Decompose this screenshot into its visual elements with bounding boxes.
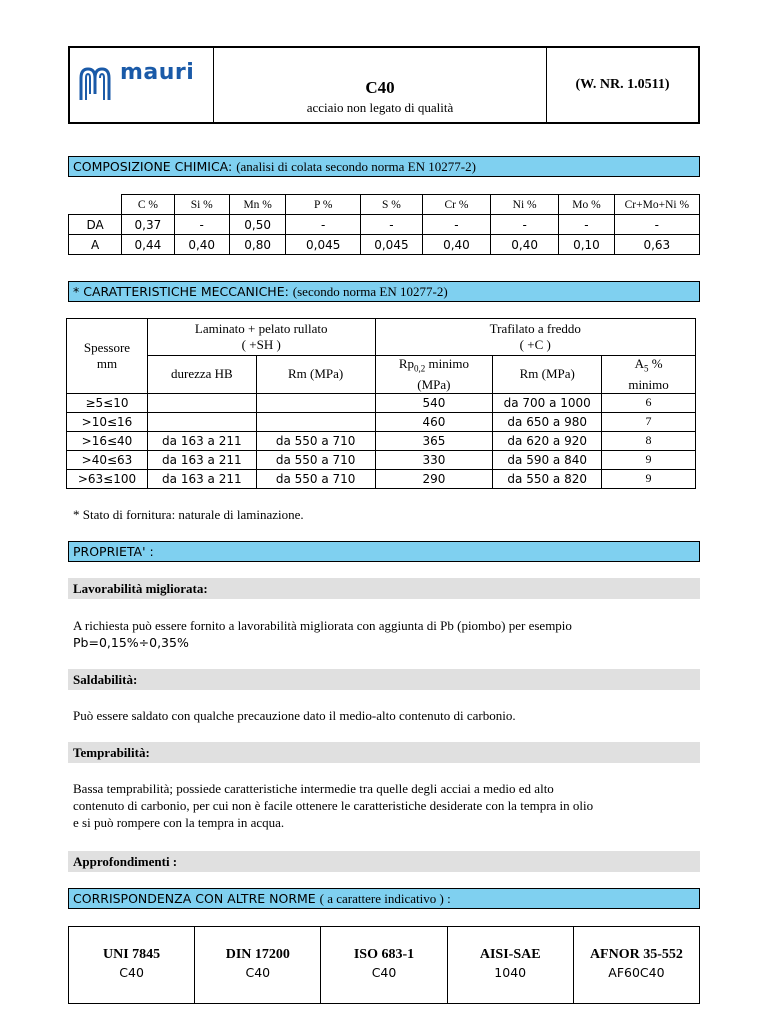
composition-table [68, 194, 700, 255]
hb-cell: da 163 a 211 [147, 450, 256, 469]
rolled-group-header [147, 319, 375, 356]
table-cell: 0,44 [122, 235, 174, 255]
mechanical-header-row-2 [67, 356, 696, 394]
mauri-logo-icon [76, 64, 116, 104]
table-cell: 0,80 [229, 235, 285, 255]
rp-symbol: Rp [398, 356, 415, 371]
empty-corner-cell [69, 195, 122, 215]
norms-table [68, 926, 700, 1004]
element-header: Ni % [491, 195, 559, 215]
rolled-group-line2: ( +SH ) [241, 337, 281, 352]
a-cell: 9 [602, 469, 696, 488]
machinability-heading: Lavorabilità migliorata: [68, 578, 700, 599]
table-cell: 0,40 [422, 235, 490, 255]
norm-cell-uni [69, 927, 195, 1003]
mechanical-header-row-1 [67, 319, 696, 356]
drawn-group-line2: ( +C ) [519, 337, 551, 352]
machinability-line: A richiesta può essere fornito a lavorabilità migliorata con aggiunta di Pb (piombo) per esempio [73, 618, 572, 633]
rp-subscript: 0,2 [414, 363, 426, 374]
thickness-unit: mm [96, 355, 118, 371]
table-row [67, 431, 696, 450]
norm-name: AISI-SAE [479, 947, 541, 962]
further-info-heading: Approfondimenti : [68, 851, 700, 872]
logo-wordmark: mauri [120, 60, 195, 85]
table-cell: 0,045 [361, 235, 423, 255]
a-minimum: minimo [628, 376, 669, 392]
hardness-header: durezza HB [147, 356, 256, 394]
table-cell: 0,10 [559, 235, 614, 255]
table-cell: 0,63 [614, 235, 699, 255]
norm-value: 1040 [494, 965, 527, 980]
rp-qualifier: minimo [425, 356, 469, 371]
thickness-header [67, 319, 148, 394]
norm-name: DIN 17200 [225, 947, 290, 962]
hardenability-text [73, 780, 593, 831]
correspondence-label: CORRISPONDENZA CON ALTRE NORME [73, 891, 316, 906]
thickness-cell: >63≤100 [67, 469, 148, 488]
mechanical-section-bar [68, 281, 700, 302]
element-header: P % [286, 195, 361, 215]
table-cell: - [614, 215, 699, 235]
table-cell: 0,045 [286, 235, 361, 255]
norm-value: C40 [371, 965, 397, 980]
thickness-cell: >40≤63 [67, 450, 148, 469]
norm-cell-afnor [574, 927, 699, 1003]
rolled-group-line1: Laminato + pelato rullato [194, 321, 328, 336]
hb-cell [147, 393, 256, 412]
rp-cell: 365 [375, 431, 493, 450]
a-cell: 6 [602, 393, 696, 412]
rp-header [375, 356, 493, 394]
norm-cell-iso [321, 927, 447, 1003]
rp-cell: 460 [375, 412, 493, 431]
norm-cell-aisi [448, 927, 574, 1003]
rm-drawn-cell: da 700 a 1000 [493, 393, 602, 412]
hb-cell: da 163 a 211 [147, 469, 256, 488]
norm-name: AFNOR 35-552 [589, 947, 683, 962]
elongation-header [602, 356, 696, 394]
thickness-cell: ≥5≤10 [67, 393, 148, 412]
mechanical-note: (secondo norma EN 10277-2) [292, 284, 448, 299]
composition-row-min [69, 215, 700, 235]
table-row [67, 469, 696, 488]
element-header: Cr % [422, 195, 490, 215]
thickness-cell: >10≤16 [67, 412, 148, 431]
rm-drawn-cell: da 590 a 840 [493, 450, 602, 469]
norm-name: UNI 7845 [103, 947, 161, 962]
table-cell: 0,40 [174, 235, 229, 255]
rm-rolled-cell: da 550 a 710 [256, 450, 375, 469]
composition-note: (analisi di colata secondo norma EN 10277-2) [236, 159, 476, 174]
thickness-label: Spessore [83, 339, 131, 355]
hardenability-line: contenuto di carbonio, per cui non è facile ottenere le caratteristiche desiderate con la tempra in olio [73, 798, 594, 813]
norm-value: C40 [119, 965, 144, 980]
rm-rolled-cell: da 550 a 710 [256, 431, 375, 450]
properties-label: PROPRIETA' : [73, 544, 154, 559]
norm-name: ISO 683-1 [353, 947, 415, 962]
element-header: C % [122, 195, 174, 215]
table-cell: - [422, 215, 490, 235]
rm-rolled-cell [256, 393, 375, 412]
norm-cell-din [195, 927, 321, 1003]
element-header: Mo % [559, 195, 614, 215]
thickness-cell: >16≤40 [67, 431, 148, 450]
norm-value: C40 [245, 965, 271, 980]
element-header: Si % [174, 195, 229, 215]
table-cell: 0,50 [229, 215, 285, 235]
steel-description: acciaio non legato di qualità [306, 100, 454, 115]
correspondence-section-bar [68, 888, 700, 909]
machinability-text [73, 617, 572, 651]
a-subscript: 5 [643, 363, 649, 374]
table-cell: 0,40 [491, 235, 559, 255]
table-row [67, 393, 696, 412]
hb-cell [147, 412, 256, 431]
table-row [67, 412, 696, 431]
properties-section-bar [68, 541, 700, 562]
rm-rolled-cell: da 550 a 710 [256, 469, 375, 488]
element-header: S % [361, 195, 423, 215]
a-symbol: A [634, 356, 644, 371]
hb-cell: da 163 a 211 [147, 431, 256, 450]
hardenability-heading: Temprabilità: [68, 742, 700, 763]
composition-section-bar [68, 156, 700, 177]
rm-drawn-cell: da 650 a 980 [493, 412, 602, 431]
rm-drawn-header: Rm (MPa) [493, 356, 602, 394]
table-cell: - [286, 215, 361, 235]
logo-cell [70, 48, 214, 122]
rm-drawn-cell: da 620 a 920 [493, 431, 602, 450]
composition-header-row [69, 195, 700, 215]
steel-grade-title: C40 [365, 78, 395, 97]
composition-label: COMPOSIZIONE CHIMICA: [73, 159, 233, 174]
mechanical-label: * CARATTERISTICHE MECCANICHE: [73, 284, 289, 299]
hardenability-line: Bassa temprabilità; possiede caratteristiche intermedie tra quelle degli acciai a medio ed alto [73, 781, 554, 796]
rp-cell: 290 [375, 469, 493, 488]
drawn-group-line1: Trafilato a freddo [489, 321, 581, 336]
row-label: DA [69, 215, 122, 235]
mechanical-table [66, 318, 696, 489]
rm-drawn-cell: da 550 a 820 [493, 469, 602, 488]
norm-value: AF60C40 [608, 965, 665, 980]
row-label: A [69, 235, 122, 255]
a-cell: 7 [602, 412, 696, 431]
weldability-heading: Saldabilità: [68, 669, 700, 690]
weldability-text: Può essere saldato con qualche precauzione dato il medio-alto contenuto di carbonio. [73, 708, 516, 723]
table-cell: - [174, 215, 229, 235]
rm-rolled-header: Rm (MPa) [256, 356, 375, 394]
rp-cell: 540 [375, 393, 493, 412]
drawn-group-header [375, 319, 695, 356]
composition-row-max [69, 235, 700, 255]
rp-cell: 330 [375, 450, 493, 469]
rm-rolled-cell [256, 412, 375, 431]
a-percent: % [648, 356, 663, 371]
element-header: Cr+Mo+Ni % [614, 195, 699, 215]
a-cell: 8 [602, 431, 696, 450]
title-cell [214, 48, 547, 122]
table-cell: 0,37 [122, 215, 174, 235]
hardenability-line: e si può rompere con la tempra in acqua. [73, 815, 285, 830]
correspondence-note: ( a carattere indicativo ) : [319, 891, 451, 906]
document-header [68, 46, 700, 124]
table-cell: - [361, 215, 423, 235]
a-cell: 9 [602, 450, 696, 469]
table-row [67, 450, 696, 469]
table-cell: - [491, 215, 559, 235]
material-number: (W. NR. 1.0511) [575, 77, 670, 92]
machinability-line: Pb=0,15%÷0,35% [73, 635, 189, 650]
element-header: Mn % [229, 195, 285, 215]
supply-footnote: * Stato di fornitura: naturale di laminazione. [73, 507, 304, 522]
table-cell: - [559, 215, 614, 235]
rp-unit: (MPa) [417, 376, 451, 392]
